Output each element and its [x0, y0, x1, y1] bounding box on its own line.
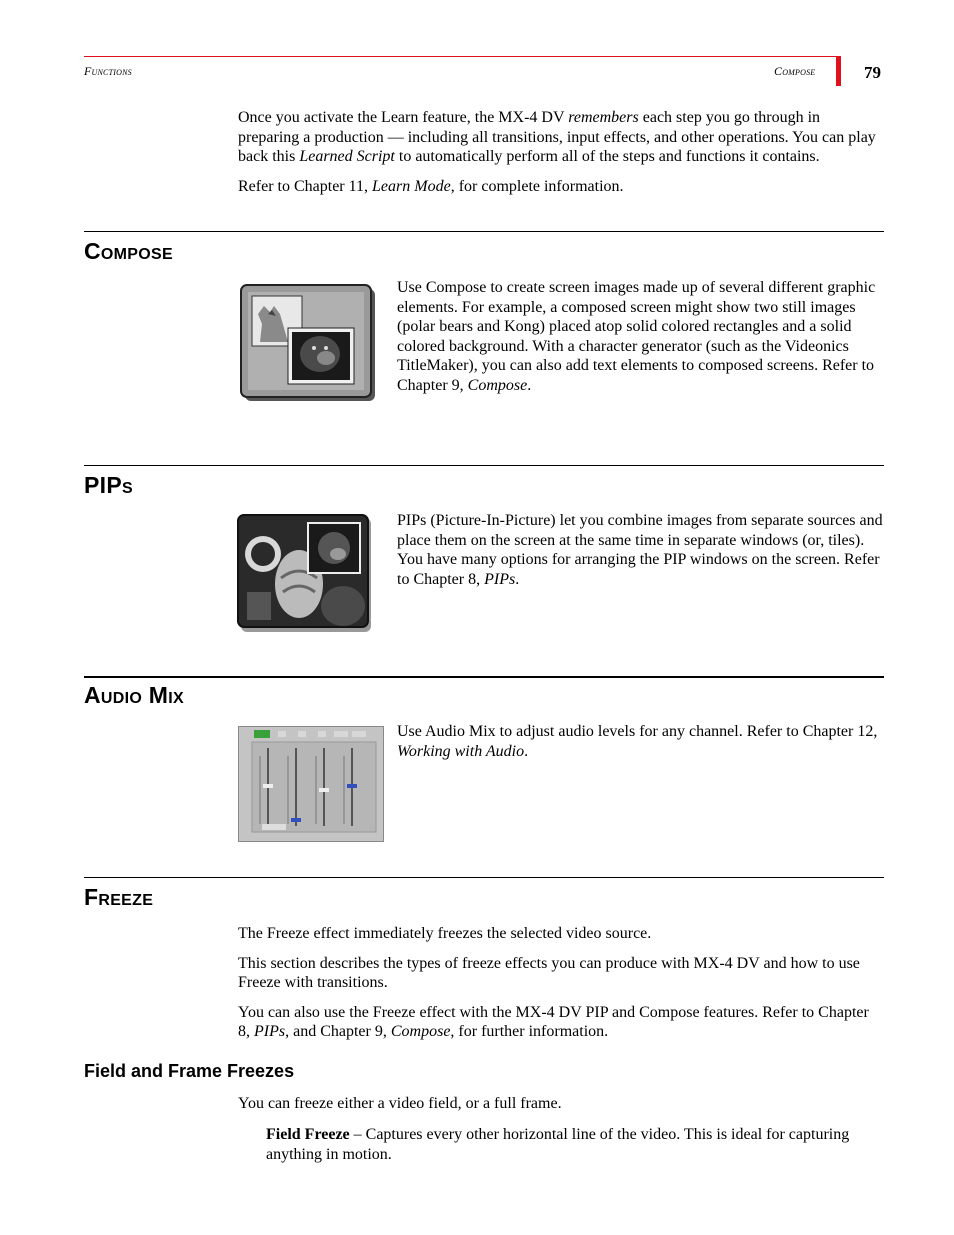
compose-description: Use Compose to create screen images made up of several different graphic elements. For example, a composed screen might show two still images (polar bears and Kong) placed atop solid colored rectangles and a solid colored background. With a character generator (such as the Videonics TitleMaker), you can also add text elements to composed screens. Refer to Chapter 9, Compose. — [397, 279, 876, 394]
freeze-rule — [84, 877, 884, 878]
running-header-right: Compose — [774, 64, 816, 78]
header-rule — [84, 56, 836, 57]
compose-screen-image — [240, 284, 376, 402]
freeze-heading: Freeze — [84, 884, 154, 910]
freeze-intro-text: You can freeze either a video field, or a full frame. — [238, 1095, 562, 1112]
field-freeze-term: Field Freeze — [266, 1126, 350, 1143]
field-frame-subheading: Field and Frame Freezes — [84, 1061, 295, 1081]
freeze-paragraph-3: You can also use the Freeze effect with the MX-4 DV PIP and Compose features. Refer to Chapter 8, PIPs, and Chapter 9, Compose, for further information. — [238, 1003, 869, 1041]
intro-paragraph-1: Once you activate the Learn feature, the MX-4 DV remembers each step you go through in preparing a production — including all transitions, input effects, and other operations. You can play back this Learned Script to automatically perform all of the steps and functions it contains. — [238, 109, 876, 166]
compose-illustration — [240, 284, 376, 402]
running-header-left: Functions — [84, 64, 132, 78]
intro-section — [238, 108, 878, 196]
pips-rule — [84, 465, 884, 466]
pips-illustration — [237, 514, 373, 634]
pips-screen-image — [237, 514, 373, 634]
compose-rule — [84, 231, 884, 232]
field-freeze-definition: Field Freeze – Captures every other horizontal line of the video. This is ideal for capturing anything in motion. — [266, 1126, 850, 1163]
freeze-section — [238, 924, 884, 1042]
audio-mix-rule — [84, 676, 884, 678]
audio-mix-panel-image — [238, 726, 384, 842]
audio-mix-illustration — [238, 726, 384, 842]
audio-mix-description: Use Audio Mix to adjust audio levels for any channel. Refer to Chapter 12, Working with Audio. — [397, 723, 878, 760]
header-tab-marker — [836, 56, 841, 86]
audio-mix-heading: Audio Mix — [84, 682, 184, 708]
intro-paragraph-2: Refer to Chapter 11, Learn Mode, for complete information. — [238, 177, 624, 195]
pips-description: PIPs (Picture-In-Picture) let you combine images from separate sources and place them on the screen at the same time in separate windows (or, tiles). You have many options for arranging the PIP windows on the screen. Refer to Chapter 8, PIPs. — [397, 512, 883, 588]
compose-heading: Compose — [84, 238, 173, 264]
freeze-paragraph-1: The Freeze effect immediately freezes the selected video source. — [238, 925, 652, 942]
freeze-paragraph-2: This section describes the types of freeze effects you can produce with MX-4 DV and how to use Freeze with transitions. — [238, 954, 860, 992]
page-number: 79 — [864, 63, 881, 82]
pips-heading: PIPs — [84, 472, 133, 498]
